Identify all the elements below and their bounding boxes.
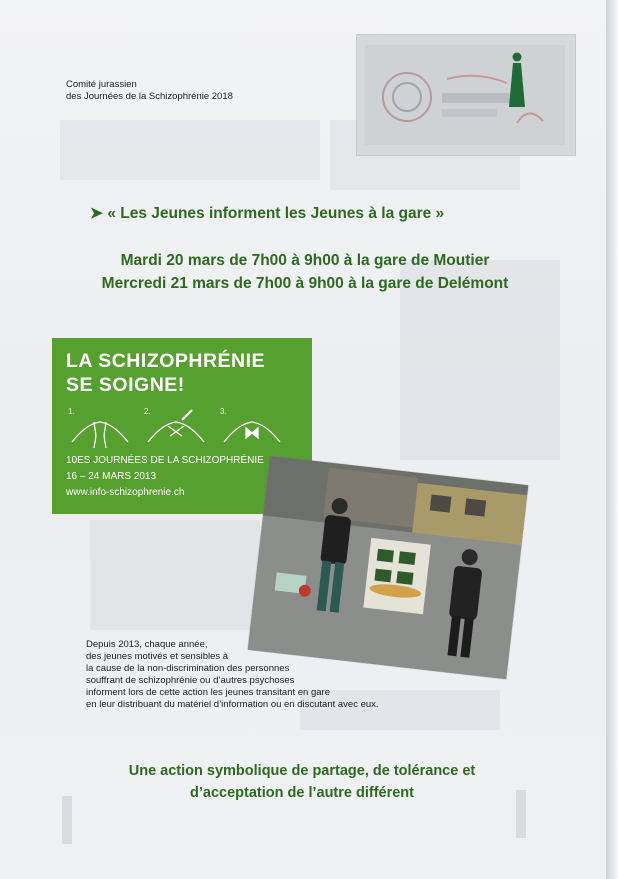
description-line: Depuis 2013, chaque année,	[86, 639, 208, 650]
closing-line-2: d’acceptation de l’autre différent	[190, 785, 414, 801]
poster-url: www.info-schizophrenie.ch	[66, 487, 185, 498]
description-line: souffrant de schizophrénie ou d’autres psychoses	[86, 675, 295, 686]
date-line-moutier: Mardi 20 mars de 7h00 à 9h00 à la gare de Moutier	[120, 252, 490, 269]
bleed-through-block	[60, 120, 320, 180]
poster-dates: 16 – 24 MARS 2013	[66, 471, 157, 482]
collar-steps-illustration	[66, 402, 302, 452]
description-line: en leur distribuant du matériel d’information ou en discutant avec eux.	[86, 699, 379, 710]
collar-2-icon	[148, 410, 204, 442]
committee-header	[66, 79, 326, 103]
date-line-delemont: Mercredi 21 mars de 7h00 à 9h00 à la gare de Delémont	[101, 275, 509, 292]
closing-line-1: Une action symbolique de partage, de tolérance et	[128, 763, 476, 779]
event-dates	[60, 249, 550, 295]
logo-graphic	[357, 35, 575, 155]
step-1-number: 1.	[68, 407, 75, 416]
bleed-through-footer-right	[516, 790, 526, 838]
committee-logo	[356, 34, 576, 156]
description-paragraph	[86, 639, 446, 711]
poster-edition: 10ES JOURNÉES DE LA SCHIZOPHRÉNIE	[66, 455, 264, 466]
poster-title-line-2: SE SOIGNE!	[66, 374, 185, 396]
bleed-through-footer-left	[62, 796, 72, 844]
description-line: la cause de la non-discrimination des personnes	[86, 663, 290, 674]
step-2-number: 2.	[144, 407, 151, 416]
arrow-bullet-icon: ➤	[90, 205, 103, 222]
page-edge	[606, 0, 618, 879]
description-line: des jeunes motivés et sensibles à	[86, 651, 229, 662]
step-3-number: 3.	[220, 407, 227, 416]
poster-title-line-1: LA SCHIZOPHRÉNIE	[66, 350, 266, 372]
committee-line-2: des Journées de la Schizophrénie 2018	[66, 91, 233, 102]
collar-1-icon	[72, 422, 128, 448]
closing-statement	[92, 760, 512, 804]
event-heading	[90, 204, 510, 223]
collar-3-icon	[224, 422, 280, 442]
committee-line-1: Comité jurassien	[66, 79, 137, 90]
bleed-through-block	[90, 520, 260, 630]
event-title: « Les Jeunes informent les Jeunes à la gare »	[107, 205, 445, 222]
description-line: informent lors de cette action les jeunes transitant en gare	[86, 687, 330, 698]
